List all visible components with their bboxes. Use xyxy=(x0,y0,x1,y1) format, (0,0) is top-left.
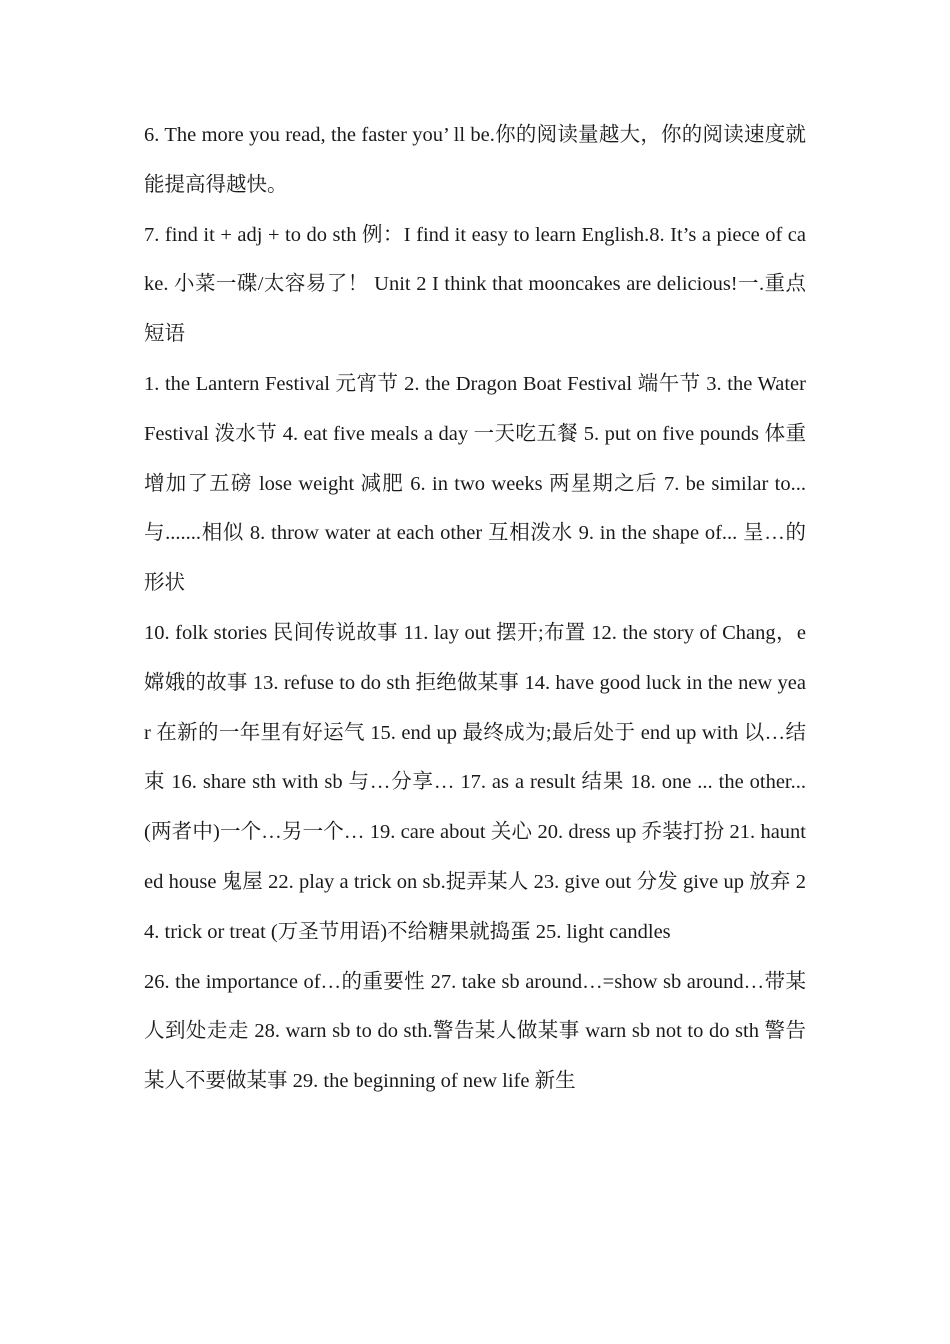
document-page xyxy=(144,111,806,1107)
paragraph-phrases-1-9: 1. the Lantern Festival 元宵节 2. the Dragon Boat Festival 端午节 3. the Water Festival 泼水节 4. eat five meals a day 一天吃五餐 5. put on five pounds 体重增加了五磅 lose weight 减肥 6. in two weeks 两星期之后 7. be similar to... 与.......相似 8. throw water at each other 互相泼水 9. in the shape of... 呈…的形状 xyxy=(144,372,806,595)
paragraph-6: 6. The more you read, the faster you’ ll be.你的阅读量越大，你的阅读速度就能提高得越快。 xyxy=(144,124,806,196)
paragraph-7-8-unit-2: 7. find it + adj + to do sth 例：I find it easy to learn English.8. It’s a piece of cake. 小菜一碟/太容易了！ Unit 2 I think that mooncakes are delicious!一.重点短语 xyxy=(144,223,806,346)
paragraph-phrases-10-25: 10. folk stories 民间传说故事 11. lay out 摆开;布置 12. the story of Chang，e 嫦娥的故事 13. refuse to do sth 拒绝做某事 14. have good luck in the new year 在新的一年里有好运气 15. end up 最终成为;最后处于 end up with 以…结束 16. share sth with sb 与…分享… 17. as a result 结果 18. one ... the other... (两者中)一个…另一个… 19. care about 关心 20. dress up 乔装打扮 21. haunted house 鬼屋 22. play a trick on sb.捉弄某人 23. give out 分发 give up 放弃 24. trick or treat (万圣节用语)不给糖果就捣蛋 25. light candles xyxy=(144,621,806,943)
paragraph-phrases-26-29: 26. the importance of…的重要性 27. take sb around…=show sb around…带某人到处走走 28. warn sb to do sth.警告某人做某事 warn sb not to do sth 警告某人不要做某事 29. the beginning of new life 新生 xyxy=(144,970,806,1093)
